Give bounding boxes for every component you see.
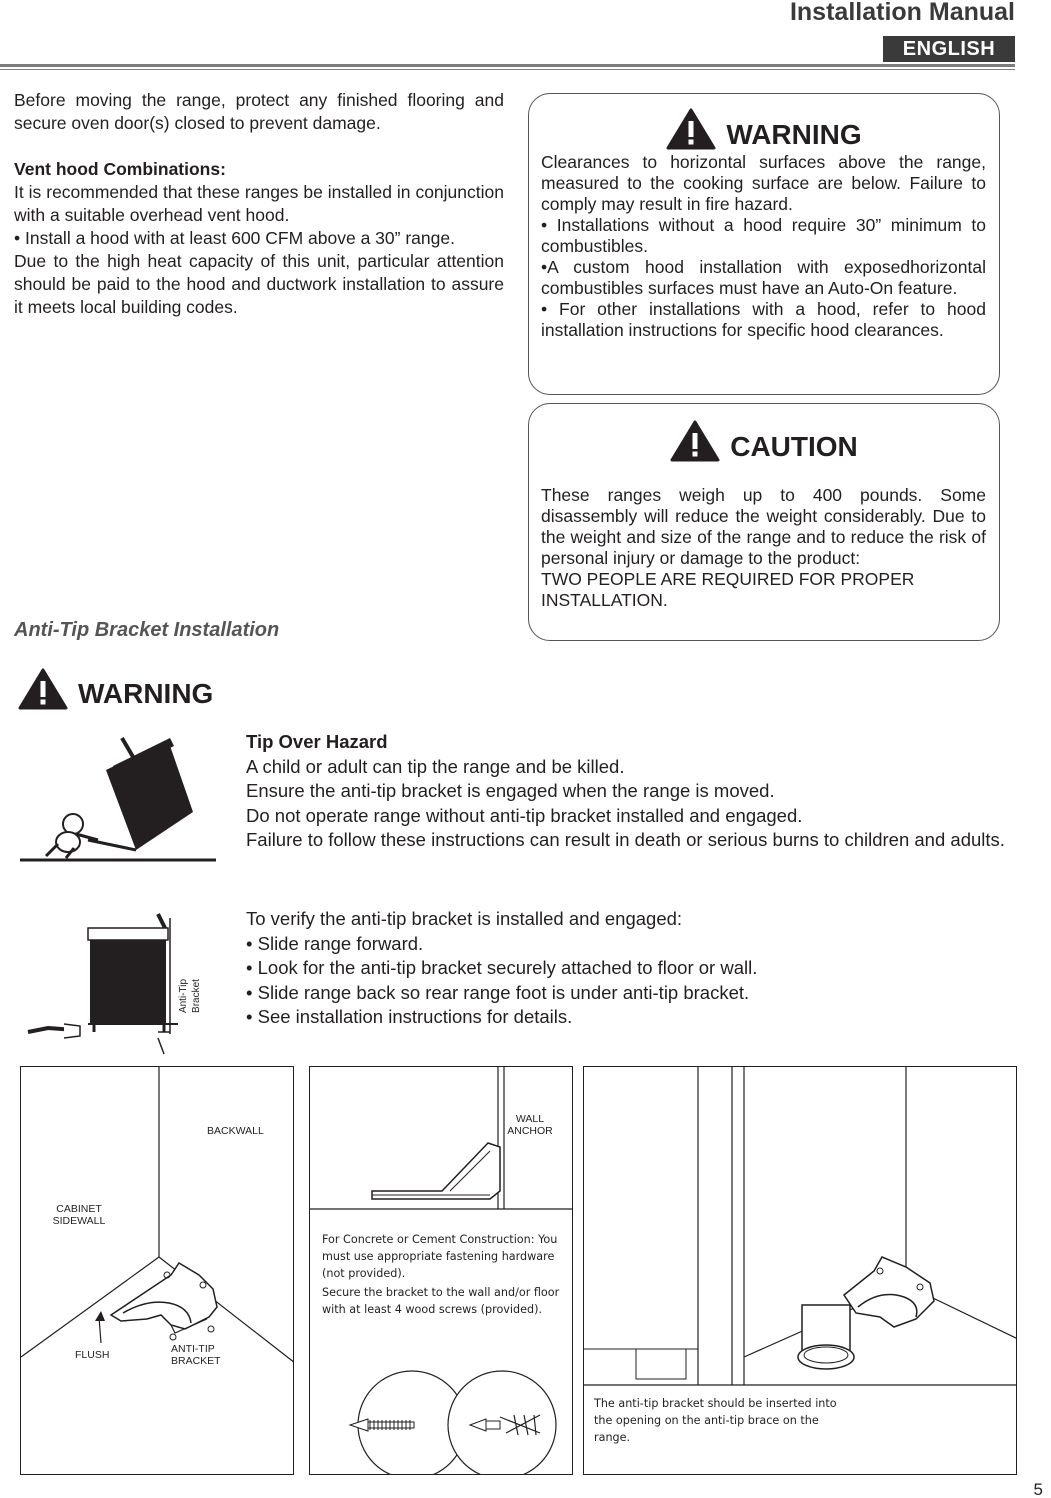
anti-tip-warning-heading bbox=[18, 668, 213, 710]
vent-paragraph-3: Due to the high heat capacity of this unit, particular attention should be paid to the hood and ductwork installation to assure it meets local building codes. bbox=[14, 251, 504, 317]
verify-step: • See installation instructions for details. bbox=[246, 1006, 573, 1027]
warning-text-4: • For other installations with a hood, refer to hood installation instructions for specific hood clearances. bbox=[541, 299, 986, 340]
hazard-line: Ensure the anti-tip bracket is engaged when the range is moved. bbox=[246, 780, 775, 801]
warning-triangle-icon bbox=[18, 668, 68, 710]
vent-paragraph-2: • Install a hood with at least 600 CFM above a 30” range. bbox=[14, 228, 455, 248]
anti-tip-bracket-label bbox=[171, 1343, 221, 1367]
warning-text-1: Clearances to horizontal surfaces above the range, measured to the cooking surface are below. Failure to comply may result in fire hazard. bbox=[541, 152, 986, 214]
brace-note: The anti-tip bracket should be inserted into the opening on the anti-tip brace on the range. bbox=[594, 1397, 837, 1444]
fastening-note-2: Secure the bracket to the wall and/or floor with at least 4 wood screws (provided). bbox=[322, 1286, 560, 1316]
fastening-note-1: For Concrete or Cement Construction: You must use appropriate fastening hardware (not provided). bbox=[322, 1233, 558, 1280]
warning-text-2: • Installations without a hood require 30” minimum to combustibles. bbox=[541, 215, 986, 256]
hazard-line: Failure to follow these instructions can result in death or serious burns to children and adults. bbox=[246, 829, 1005, 850]
diagram-panel-corner bbox=[20, 1066, 294, 1475]
caution-text-2: TWO PEOPLE ARE REQUIRED FOR PROPER INSTALLATION. bbox=[541, 569, 915, 610]
hazard-line: A child or adult can tip the range and be killed. bbox=[246, 755, 625, 777]
section-title-anti-tip: Anti-Tip Bracket Installation bbox=[14, 619, 280, 641]
wall-anchor-line-2: ANCHOR bbox=[507, 1125, 553, 1137]
warning-text-3: •A custom hood installation with exposedhorizontal combustibles surfaces must have an Auto-On feature. bbox=[541, 257, 986, 298]
hazard-heading: Tip Over Hazard bbox=[246, 731, 388, 752]
warning-box bbox=[528, 93, 1000, 395]
warning-box-title: WARNING bbox=[726, 119, 862, 150]
bracket-side-label: Bracket bbox=[191, 979, 202, 1013]
cabinet-label-line-1: CABINET bbox=[56, 1203, 102, 1215]
caution-box bbox=[528, 403, 1000, 641]
hazard-line: Do not operate range without anti-tip bracket installed and engaged. bbox=[246, 804, 803, 826]
moving-note: Before moving the range, protect any finished flooring and secure oven door(s) closed to prevent damage. bbox=[14, 90, 504, 133]
intro-column bbox=[14, 89, 504, 319]
page-title: Installation Manual bbox=[789, 0, 1015, 26]
language-badge: ENGLISH bbox=[883, 36, 1015, 62]
wall-anchor-label bbox=[506, 1113, 554, 1137]
verify-step: • Look for the anti-tip bracket securely attached to floor or wall. bbox=[246, 957, 758, 978]
tip-over-text bbox=[246, 730, 1036, 853]
header-divider-thin bbox=[0, 69, 1015, 70]
header-divider bbox=[0, 64, 1015, 67]
tip-over-illustration bbox=[18, 732, 218, 864]
verify-intro: To verify the anti-tip bracket is installed and engaged: bbox=[246, 908, 683, 929]
anti-tip-warning-title: WARNING bbox=[78, 678, 214, 709]
vent-heading: Vent hood Combinations: bbox=[14, 159, 226, 179]
caution-triangle-icon bbox=[670, 420, 720, 462]
flush-label: FLUSH bbox=[75, 1349, 110, 1361]
fastening-note bbox=[322, 1231, 562, 1318]
bracket-label-line-1: ANTI-TIP bbox=[171, 1343, 215, 1355]
backwall-label: BACKWALL bbox=[207, 1125, 264, 1137]
cabinet-label bbox=[47, 1203, 111, 1227]
caution-text-1: These ranges weigh up to 400 pounds. Some disassembly will reduce the weight considerably. Due to the weight and size of the range and to reduce the risk of personal injury or damage to the product: bbox=[541, 485, 986, 568]
verify-text bbox=[246, 907, 1036, 1030]
page-number: 5 bbox=[1033, 1480, 1043, 1498]
range-side-illustration bbox=[18, 906, 218, 1056]
cabinet-label-line-2: SIDEWALL bbox=[52, 1215, 106, 1227]
vent-paragraph-1: It is recommended that these ranges be installed in conjunction with a suitable overhead vent hood. bbox=[14, 182, 504, 225]
bracket-label-line-2: BRACKET bbox=[171, 1355, 221, 1367]
wall-anchor-line-1: WALL bbox=[515, 1113, 545, 1125]
warning-triangle-icon bbox=[666, 108, 716, 150]
verify-step: • Slide range back so rear range foot is under anti-tip bracket. bbox=[246, 981, 750, 1003]
anti-tip-side-label: Anti-Tip bbox=[178, 978, 189, 1014]
diagram-panel-wall-anchor bbox=[309, 1066, 573, 1475]
diagram-panel-range-brace bbox=[583, 1066, 1017, 1475]
caution-box-title: CAUTION bbox=[730, 431, 858, 462]
verify-step: • Slide range forward. bbox=[246, 932, 424, 954]
